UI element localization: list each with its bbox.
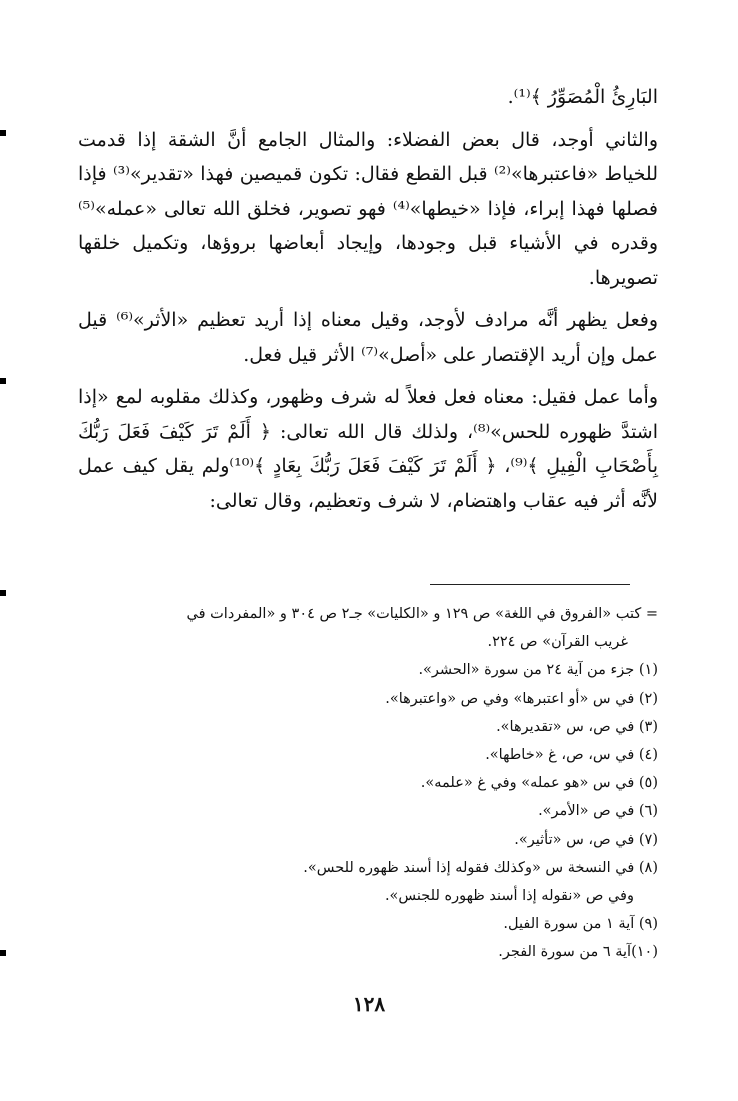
footnote-continuation-2: غريب القرآن» ص ٢٢٤. [487,634,628,651]
footnote-item: (٨) في النسخة س «وكذلك فقوله إذا أسند ظهوره للحس». [303,859,658,876]
footnote-item: (٣) في ص، س «تقديرها». [496,718,658,735]
footnote-item: (٤) في س، ص، غ «خاطها». [485,747,658,764]
scan-mark [0,950,6,956]
footnote-item: (٢) في س «أو اعتبرها» وفي ص «واعتبرها». [385,690,658,707]
footnote-continuation: = كتب «الفروق في اللغة» ص ١٢٩ و «الكليات» جـ٢ ص ٣٠٤ و «المفردات في [186,606,658,622]
scan-mark [0,590,6,596]
footnote-item: وفي ص «نقوله إذا أسند ظهوره للجنس». [384,888,634,905]
footnote-item: (٩) آية ١ من سورة الفيل. [503,916,658,933]
footnote-item: (١٠)آية ٦ من سورة الفجر. [498,944,658,961]
footnote-item: (١) جزء من آية ٢٤ من سورة «الحشر». [418,662,658,679]
footnote-item: (٥) في س «هو عمله» وفي غ «علمه». [420,775,658,792]
paragraph-1: البَارِئُ الْمُصَوِّرُ ﴾⁽¹⁾. [507,86,658,108]
paragraph-2: والثاني أوجد، قال بعض الفضلاء: والمثال الجامع أنَّ الشقة إذا قدمت للخياط «فاعتبرها»⁽²⁾ قبل القطع فقال: تكون قميصين فهذا «تقدير»⁽³⁾ فإذا فصلها فهذا إبراء، فإذا «خيطها»⁽⁴⁾ فهو تصوير، فخلق الله تعالى «عمله»⁽⁵⁾ وقدره في الأشياء قبل وجودها، وإيجاد أبعاضها بروؤها، وتكميل خلقها تصويرها. [78,128,658,289]
footnote-item: (٦) في ص «الأمر». [538,803,658,820]
main-text [78,80,658,526]
footnote-item: (٧) في ص، س «تأثير». [514,831,658,848]
page-number: ١٢٨ [352,992,386,1016]
footnotes [78,600,658,967]
paragraph-4: وأما عمل فقيل: معناه فعل فعلاً له شرف وظهور، وكذلك مقلوبه لمع «إذا اشتدَّ ظهوره للحس»⁽⁸⁾، ولذلك قال الله تعالى: ﴿ أَلَمْ تَرَ كَيْفَ فَعَلَ رَبُّكَ بِأَصْحَابِ الْفِيلِ ﴾⁽⁹⁾، ﴿ أَلَمْ تَرَ كَيْفَ فَعَلَ رَبُّكَ بِعَادٍ ﴾⁽¹⁰⁾ولم يقل كيف عمل لأنَّه أثر فيه عقاب واهتضام، لا شرف وتعظيم، وقال تعالى: [78,386,659,512]
paragraph-3: وفعل يظهر أنَّه مرادف لأوجد، وقيل معناه إذا أريد تعظيم «الأثر»⁽⁶⁾ قيل عمل وإن أريد الإقتصار على «أصل»⁽⁷⁾ الأثر قيل فعل. [78,309,658,366]
scan-mark [0,130,6,136]
scan-mark [0,378,6,384]
footnote-divider [430,584,630,585]
